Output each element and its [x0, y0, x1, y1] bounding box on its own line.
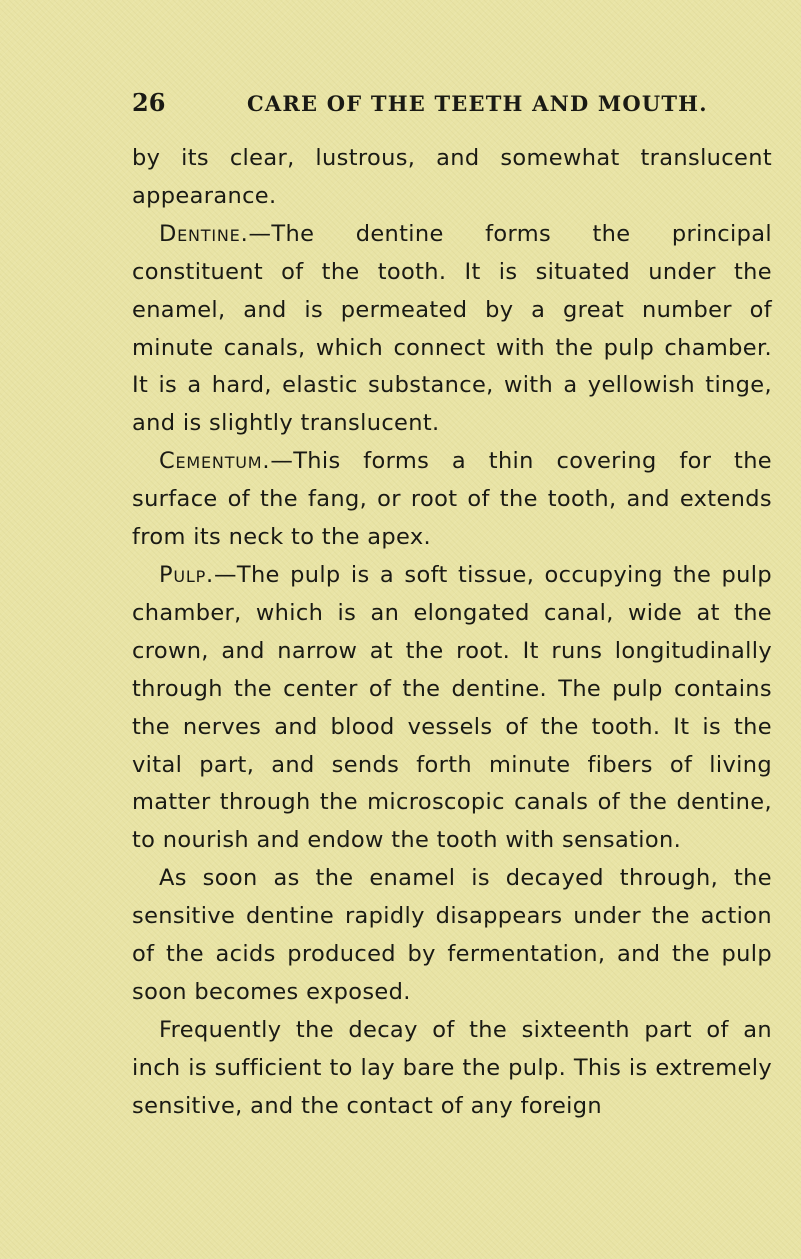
- paragraph-decay: [132, 860, 772, 1012]
- paragraph-exposure: [132, 1012, 772, 1126]
- paragraph-text: —The pulp is a soft tissue, occupying the pulp chamber, which is an elongated canal, wide at the crown, and narrow at the root. It runs longitudinally through the center of the dentine. The pulp contains the nerves and blood vessels of the tooth. It is the vital part, and sends forth minute fibers of living matter through the microscopic canals of the dentine, to nourish and endow the tooth with sensation.: [132, 561, 772, 854]
- paragraph-pulp: [132, 557, 772, 860]
- paragraph-dentine: [132, 216, 772, 443]
- paragraph-cementum: [132, 443, 772, 557]
- section-heading-pulp: Pulp.: [159, 561, 214, 588]
- paragraph-enamel-continuation: [132, 140, 772, 216]
- paragraph-text: As soon as the enamel is decayed through, the sensitive dentine rapidly disappears under the action of the acids produced by fermentation, and the pulp soon becomes exposed.: [132, 865, 772, 1005]
- running-title: CARE OF THE TEETH AND MOUTH.: [247, 91, 708, 116]
- paragraph-text: —This forms a thin covering for the surface of the fang, or root of the tooth, and extends from its neck to the apex.: [132, 448, 772, 551]
- paragraph-text: —The dentine forms the principal constituent of the tooth. It is situated under the enamel, and is permeated by a great number of minute canals, which connect with the pulp chamber. It is a hard, elastic substance, with a yellowish tinge, and is slightly translucent.: [132, 220, 772, 437]
- section-heading-cementum: Cementum.: [159, 448, 271, 475]
- book-page: [132, 88, 772, 1126]
- paragraph-text: by its clear, lustrous, and somewhat translucent appearance.: [132, 145, 772, 209]
- body-text: [132, 140, 772, 1126]
- running-head: [132, 88, 772, 124]
- section-heading-dentine: Dentine.: [159, 220, 249, 247]
- paragraph-text: Frequently the decay of the sixteenth part of an inch is sufficient to lay bare the pulp. This is extremely sensitive, and the contact of any foreign: [132, 1016, 772, 1119]
- page-number: 26: [132, 88, 166, 117]
